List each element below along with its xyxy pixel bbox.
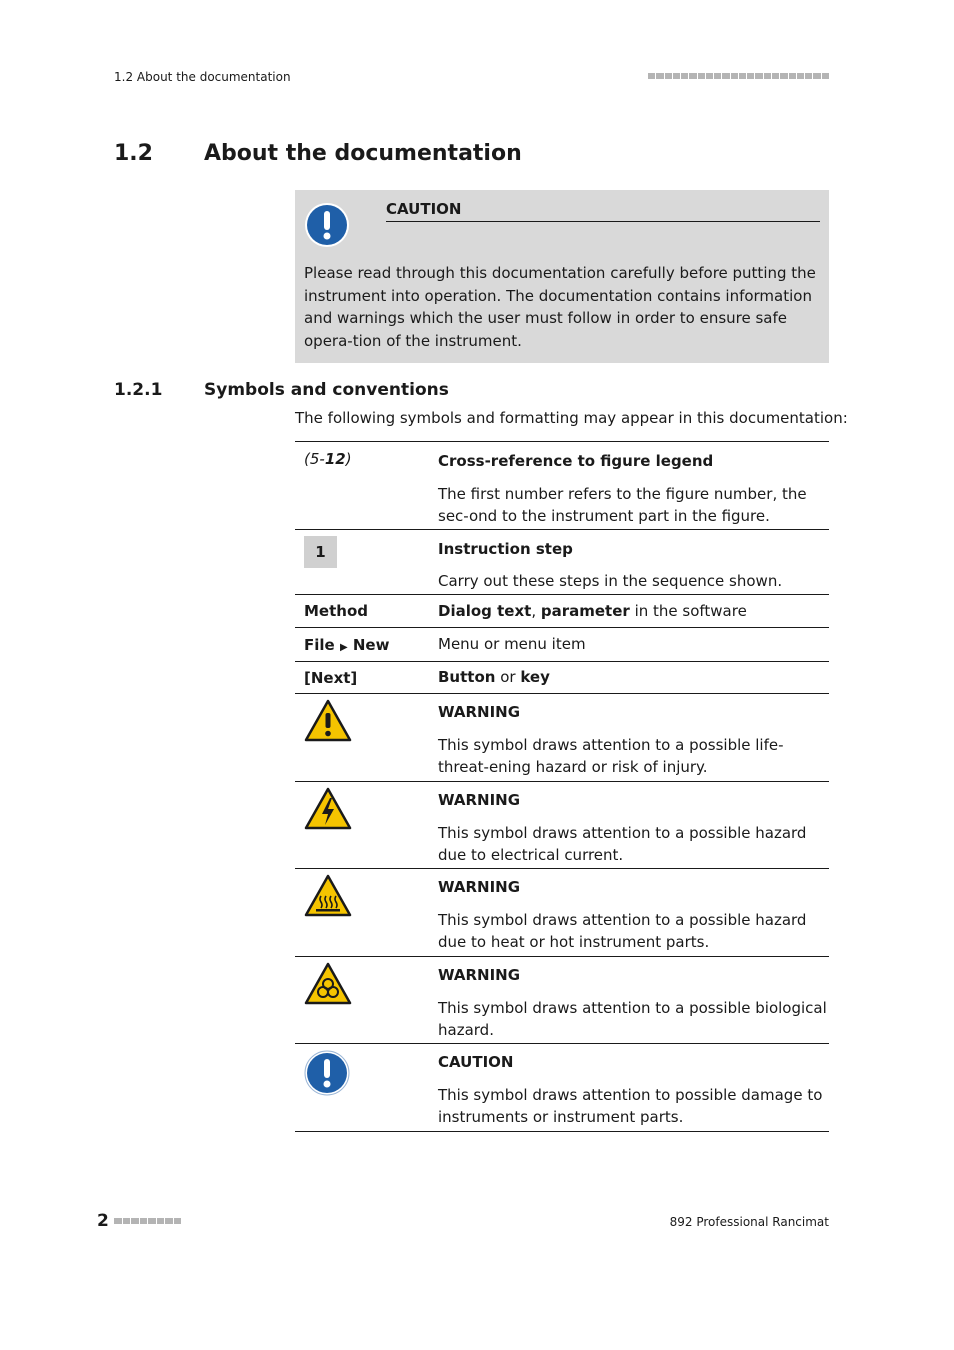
- row-description: This symbol draws attention to a possible hazard due to electrical current.: [438, 823, 807, 864]
- table-row: [295, 869, 829, 957]
- intro-text: The following symbols and formatting may appear in this documentation:: [295, 409, 848, 427]
- row-title: Cross-reference to figure legend: [438, 452, 714, 470]
- table-row: [295, 442, 829, 530]
- header-dots-decoration: [648, 73, 829, 79]
- subsection-title: Symbols and conventions: [204, 380, 449, 400]
- row-title: WARNING: [438, 878, 521, 896]
- row-title: WARNING: [438, 703, 521, 721]
- caution-icon: [304, 202, 350, 252]
- row-description: Menu or menu item: [438, 635, 586, 654]
- row-description: This symbol draws attention to possible damage to instruments or instrument parts.: [438, 1085, 823, 1126]
- warning-general-icon: [304, 699, 352, 742]
- row-description: This symbol draws attention to a possible life-threat-ening hazard or risk of injury.: [438, 735, 784, 776]
- row-title: WARNING: [438, 791, 521, 809]
- table-row: [295, 957, 829, 1044]
- row-title: Instruction step: [438, 540, 573, 558]
- table-row: [295, 1044, 829, 1132]
- section-heading: [114, 141, 522, 166]
- section-title: About the documentation: [204, 141, 522, 166]
- row-description: The first number refers to the figure number, the sec-ond to the instrument part in the figure.: [438, 484, 807, 525]
- menu-symbol: File ▶ New: [304, 635, 390, 654]
- xref-symbol: (5-12): [304, 450, 352, 468]
- row-description: Button or key: [438, 668, 550, 687]
- table-row: [295, 694, 829, 782]
- method-symbol: Method: [304, 602, 368, 620]
- hot-surface-icon: [304, 874, 352, 917]
- caution-notice: [295, 190, 829, 363]
- table-row: [295, 662, 829, 694]
- table-row: [295, 628, 829, 662]
- row-description: Dialog text, parameter in the software: [438, 601, 747, 620]
- step-number-box: 1: [304, 536, 337, 568]
- row-title: WARNING: [438, 966, 521, 984]
- button-symbol: [Next]: [304, 668, 358, 687]
- table-row: [295, 782, 829, 869]
- table-row: [295, 595, 829, 628]
- row-description: This symbol draws attention to a possible biological hazard.: [438, 998, 827, 1039]
- biohazard-icon: [304, 962, 352, 1005]
- row-description: This symbol draws attention to a possible hazard due to heat or hot instrument parts.: [438, 910, 807, 951]
- row-description: Carry out these steps in the sequence shown.: [438, 571, 783, 590]
- subsection-number: 1.2.1: [114, 380, 163, 400]
- row-title: CAUTION: [438, 1053, 514, 1071]
- caution-text: Please read through this documentation carefully before putting the instrument into operation. The documentation contains information and warnings which the user must follow in order to ensure safe opera-tion of the instrument.: [304, 264, 816, 350]
- footer-dots-decoration: [114, 1218, 181, 1224]
- symbols-table: [295, 441, 829, 1132]
- page-number: 2: [97, 1211, 109, 1231]
- table-row: [295, 530, 829, 595]
- electrical-hazard-icon: [304, 787, 352, 830]
- section-number: 1.2: [114, 141, 153, 166]
- subsection-heading: [114, 380, 449, 400]
- caution-title: CAUTION: [386, 200, 820, 222]
- running-header: 1.2 About the documentation: [114, 70, 291, 84]
- caution-icon: [304, 1050, 350, 1096]
- footer-product-name: 892 Professional Rancimat: [669, 1215, 829, 1229]
